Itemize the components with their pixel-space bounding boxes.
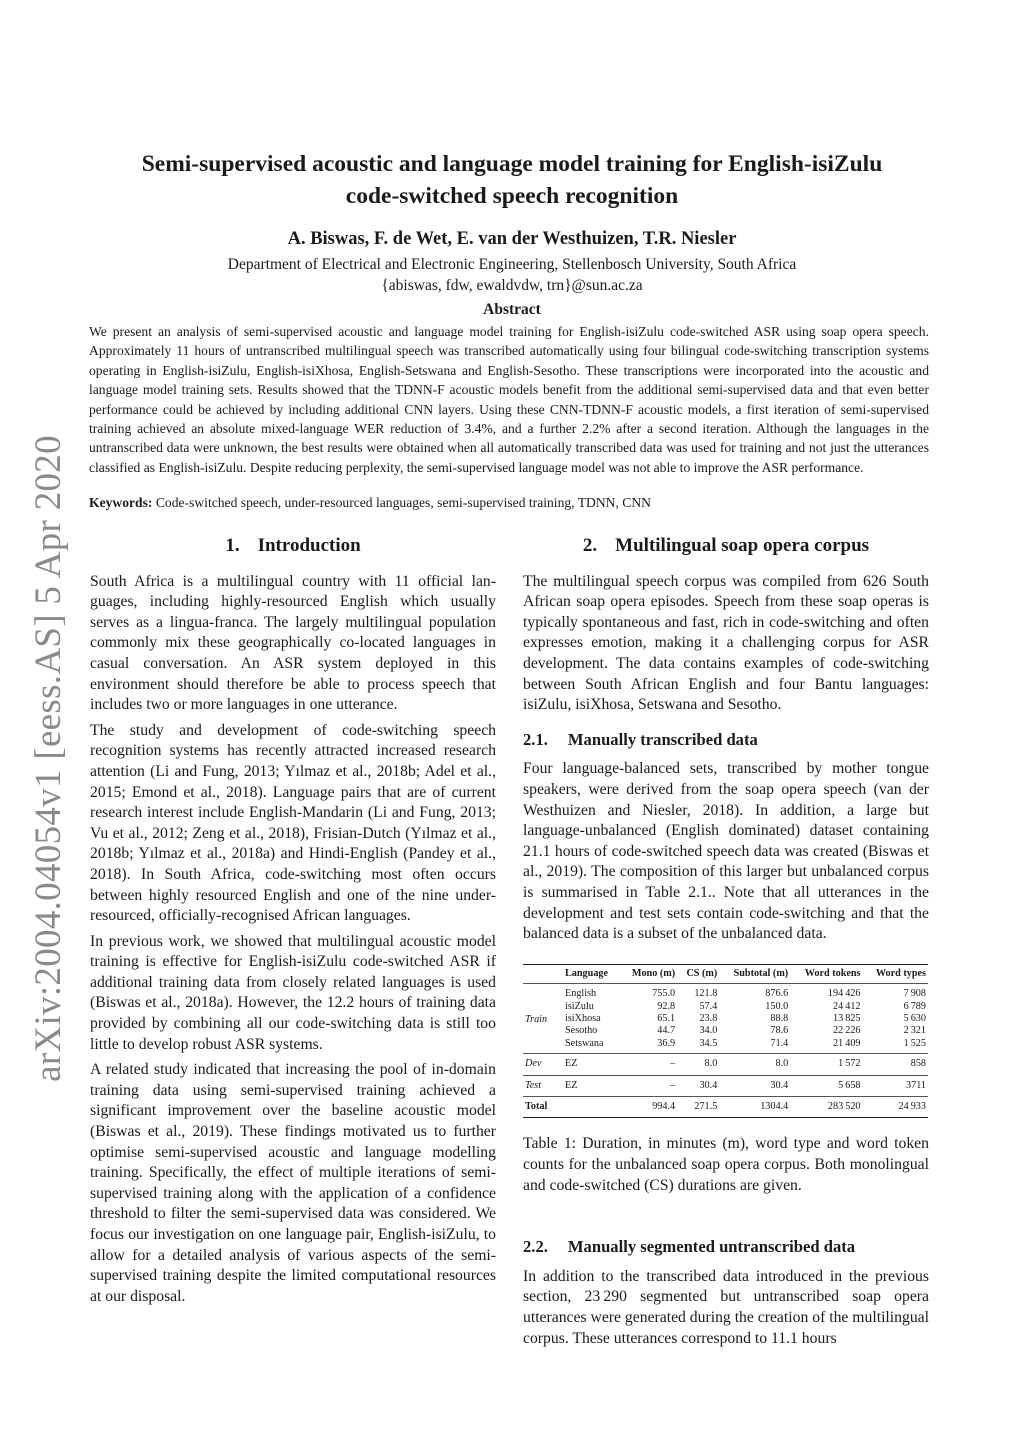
cell-subtotal: 150.0 [765,1000,789,1012]
cell-mono: 44.7 [657,1025,676,1037]
title-line-2: code-switched speech recognition [345,183,679,209]
author-list: A. Biswas, F. de Wet, E. van der Westhuizen, T.R. Niesler [287,229,737,249]
cell-tokens: 283 520 [827,1100,861,1112]
subsection-title: Manually segmented untranscribed data [567,1237,856,1257]
dev-group [523,1054,928,1075]
cell-types: 24 933 [898,1100,926,1112]
author-emails: {abiswas, fdw, ewaldvdw, trn}@sun.ac.za [381,277,643,294]
cell-mono: 755.0 [652,988,676,1000]
table-row [523,1001,928,1013]
col-header-subtotal: Subtotal (m) [733,967,789,979]
cell-subtotal: 71.4 [770,1037,789,1049]
keywords-list: Code-switched speech, under-resourced languages, semi-supervised training, TDNN, CNN [152,495,651,510]
col-header-word-types: Word types [875,967,926,979]
cell-subtotal: 1304.4 [760,1100,789,1112]
cell-mono: 92.8 [657,1000,676,1012]
subsection-title: Manually transcribed data [567,729,758,749]
untranscribed-paragraph-1: In addition to the transcribed data introduced in the previous section, 23 290 segmented but untranscribed soap opera utterances were generated during the creation of the multilingual corpus. These utterances correspond to 11.1 hours [523,1267,929,1347]
cell-cs: 57.4 [699,1000,718,1012]
affiliation: Department of Electrical and Electronic Engineering, Stellenbosch University, South Africa [227,256,797,273]
cell-mono: 994.4 [652,1100,676,1112]
section-title: Introduction [257,535,361,556]
subsection-number: 2.2. [523,1237,548,1257]
intro-paragraph-4: A related study indicated that increasing the pool of in-domain training data using semi-supervised training achieved a significant improvement over the baseline acoustic model (Biswas et al., 2019). These findings motivated us to further optimise semi-supervised acoustic and language modelling training. Specifically, the effect of multiple iterations of semi-supervised training along with the application of a confidence threshold to filter the semi-supervised data was considered. We focus our investigation on one language pair, English-isiZulu, to allow for a detailed analysis of various aspects of the semi-supervised training despite the limited computational resources at our disposal. [90,1061,496,1305]
cell-language: EZ [565,1058,578,1070]
train-group [523,984,928,1054]
cell-language: isiZulu [565,1000,594,1012]
cell-tokens: 24 412 [833,1000,861,1012]
transcribed-paragraph-1: Four language-balanced sets, transcribed by mother tongue speakers, were derived from the soap opera speech (van der Westhuizen and Niesler, 2018). In addition, a large but language-unbalanced (English dominated) dataset containing 21.1 hours of code-switched speech data was created (Biswas et al., 2019). The composition of this larger but unbalanced corpus is summarised in Table 2.1.. Note that all utterances in the development and test sets contain code-switching and that the balanced data is a subset of the unbalanced data. [523,760,929,943]
cell-subtotal: 876.6 [765,988,789,1000]
cell-types: 7 908 [903,988,926,1000]
cell-subtotal: 8.0 [775,1058,789,1070]
section-title: Multilingual soap opera corpus [615,535,870,556]
keywords-label: Keywords: [89,495,153,510]
cell-cs: 8.0 [704,1058,718,1070]
table-row [523,1013,928,1025]
total-label: Total [525,1100,548,1112]
test-label: Test [525,1079,542,1091]
section-number: 2. [582,535,598,556]
cell-cs: 34.0 [699,1025,718,1037]
train-label: Train [525,1014,548,1026]
arxiv-id-text: arXiv:2004.04054v1 [eess.AS] 5 Apr 2020 [27,434,69,1082]
table-caption: Table 1: Duration, in minutes (m), word type and word token counts for the unbalanced soap opera corpus. Both monolingual and code-switched (CS) durations are given. [523,1135,929,1194]
cell-tokens: 1 572 [838,1058,861,1070]
section-number: 1. [225,535,240,556]
cell-tokens: 22 226 [833,1025,861,1037]
cell-language: English [565,988,597,1000]
cell-types: 3711 [906,1079,926,1091]
cell-mono: – [670,1058,676,1070]
paper-title [90,148,934,212]
cell-types: 5 630 [903,1012,926,1024]
cell-language: Sesotho [565,1025,598,1037]
cell-cs: 34.5 [699,1037,718,1049]
cell-mono: 65.1 [657,1012,676,1024]
table-row-total [523,1096,928,1117]
col-header-mono: Mono (m) [631,967,676,979]
table-1 [523,964,929,1196]
table-row [523,1038,928,1054]
subsection-heading-untranscribed [523,1237,929,1258]
cell-subtotal: 78.6 [770,1025,789,1037]
corpus-paragraph-1: The multilingual speech corpus was compiled from 626 South African soap opera episodes. Speech from these soap operas is typically spontaneous and fast, rich in code-switching and often expresses emotion, making it a challenging corpus for ASR development. The data contains examples of code-switching between South African English and four Bantu languages: isiZulu, isiXhosa, Setswana and Sesotho. [523,572,929,714]
subsection-number: 2.1. [523,729,548,749]
cell-tokens: 21 409 [833,1037,861,1049]
cell-cs: 23.8 [699,1012,718,1024]
table-row [523,984,928,1001]
cell-language: isiXhosa [565,1012,601,1024]
left-column [90,534,496,1312]
dev-label: Dev [525,1058,542,1070]
cell-cs: 271.5 [694,1100,718,1112]
cell-types: 2 321 [903,1025,926,1037]
affiliation-block [90,254,934,296]
keywords [89,493,929,512]
intro-paragraph-1: South Africa is a multilingual country with 11 official languages, including highly-resourced English which usually serves as a lingua-franca. The largely multilingual population commonly mix these geographically co-located languages in casual conversation. An ASR system deployed in this environment should therefore be able to process speech that includes two or more languages in one utterance. [90,572,496,714]
intro-paragraph-3: In previous work, we showed that multilingual acoustic model training is effective for English-isiZulu code-switched ASR if additional training data from closely related languages is used (Biswas et al., 2018a). However, the 12.2 hours of training data provided by combining all our code-switching data is still too little to develop robust ASR systems. [90,932,496,1053]
total-group [523,1096,928,1117]
col-header-cs: CS (m) [686,967,718,979]
cell-cs: 121.8 [694,988,718,1000]
intro-paragraph-2: The study and development of code-switching speech recognition systems has recently attracted increased research attention (Li and Fung, 2013; Yılmaz et al., 2018b; Adel et al., 2015; Emond et al., 2018). Language pairs that are of current research interest include English-Mandarin (Li and Fung, 2013; Vu et al., 2012; Zeng et al., 2018), Frisian-Dutch (Yılmaz et al., 2018b; Yılmaz et al., 2018a) and Hindi-English (Pandey et al., 2018). In South Africa, code-switching most often occurs between highly resourced English and one of the nine under-resourced, officially-recognised African languages. [90,721,496,925]
abstract-text [89,322,929,482]
section-heading-introduction [90,536,496,557]
cell-tokens: 194 426 [827,988,861,1000]
cell-mono: – [670,1079,676,1091]
title-line-1: Semi-supervised acoustic and language model training for English-isiZulu [141,151,883,177]
table-row [523,1075,928,1096]
section-heading-corpus [523,536,929,557]
table-header-row [523,964,928,983]
table-row [523,1054,928,1075]
cell-types: 1 525 [903,1037,926,1049]
col-header-group [523,964,563,983]
cell-language: EZ [565,1079,578,1091]
cell-cs: 30.4 [699,1079,718,1091]
cell-subtotal: 88.8 [770,1012,789,1024]
cell-types: 6 789 [903,1000,926,1012]
cell-subtotal: 30.4 [770,1079,789,1091]
cell-types: 858 [910,1058,926,1070]
abstract-paragraph: We present an analysis of semi-supervised acoustic and language model training for English-isiZulu code-switched ASR using soap opera speech. Approximately 11 hours of untranscribed multilingual speech was transcribed automatically using four bilingual code-switching transcription systems operating in English-isiZulu, English-isiXhosa, English-Setswana and English-Sesotho. These transcriptions were incorporated into the acoustic and language model training sets. Results showed that the TDNN-F acoustic models benefit from the additional semi-supervised data and that even better performance could be achieved by including additional CNN layers. Using these CNN-TDNN-F acoustic models, a first iteration of semi-supervised training achieved an absolute mixed-language WER reduction of 3.4%, and a further 2.2% after a second iteration. Although the languages in the untranscribed data were unknown, the best results were obtained when all automatically transcribed data was used for training and not just the utterances classified as English-isiZulu. Despite reducing perplexity, the semi-supervised language model was not able to improve the ASR performance. [89,324,929,475]
arxiv-identifier-stamp [18,434,78,1082]
cell-language: Setswana [565,1037,604,1049]
cell-mono: 36.9 [657,1037,676,1049]
abstract-heading: Abstract [483,301,541,318]
cell-tokens: 5 658 [838,1079,861,1091]
corpus-table [523,964,928,1119]
test-group [523,1075,928,1096]
cell-language [563,1096,620,1117]
col-header-language: Language [565,967,609,979]
subsection-heading-transcribed [523,730,929,751]
right-column [523,534,929,1354]
cell-tokens: 13 825 [833,1012,861,1024]
table-row [523,1025,928,1037]
col-header-word-tokens: Word tokens [804,967,861,979]
